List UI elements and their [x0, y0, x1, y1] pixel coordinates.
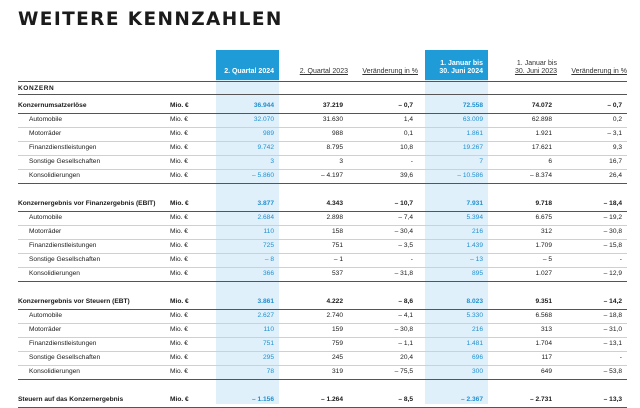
cell-v1: 36.944 [253, 102, 274, 109]
cell-v2: 159 [331, 326, 343, 333]
cell-v1: 3 [270, 158, 274, 165]
cell-v5: 312 [540, 228, 552, 235]
cell-v3: – 4,1 [398, 312, 413, 319]
cell-v4: 7 [479, 158, 483, 165]
row-divider [18, 183, 627, 184]
row-unit: Mio. € [170, 298, 189, 305]
cell-v5: 62.898 [531, 116, 552, 123]
table-row [0, 169, 640, 183]
cell-v4: 19.267 [462, 144, 483, 151]
cell-v1: – 5.860 [252, 172, 274, 179]
row-label: Konzernergebnis vor Finanzergebnis (EBIT) [18, 200, 156, 207]
row-label: Automobile [29, 116, 62, 123]
row-label: Motorräder [29, 326, 62, 333]
cell-v3: – 31,8 [394, 270, 413, 277]
header-h1-2024-label [439, 60, 483, 76]
cell-v3: – 3,5 [398, 242, 413, 249]
cell-v2: 751 [331, 242, 343, 249]
cell-v1: 32.070 [253, 116, 274, 123]
row-unit: Mio. € [170, 214, 188, 221]
table-row [0, 141, 640, 155]
header-change-h-label: Veränderung in % [571, 68, 627, 75]
cell-v3: - [410, 256, 413, 263]
header-q2-2024-label: 2. Quartal 2024 [224, 68, 274, 75]
cell-v6: – 12,9 [603, 270, 622, 277]
row-unit: Mio. € [170, 256, 188, 263]
row-label: Automobile [29, 214, 62, 221]
cell-v3: – 8,5 [398, 396, 413, 403]
cell-v4: 300 [471, 368, 483, 375]
header-q2-2023-label: 2. Quartal 2023 [299, 68, 348, 75]
row-label: Finanzdienstleistungen [29, 340, 97, 347]
table-row [0, 113, 640, 127]
table-row [0, 211, 640, 225]
page-title: WEITERE KENNZAHLEN [18, 9, 283, 30]
cell-v4: 1.861 [466, 130, 483, 137]
row-unit: Mio. € [170, 200, 189, 207]
cell-v5: 1.704 [535, 340, 552, 347]
cell-v5: 9.718 [535, 200, 552, 207]
table-row [0, 323, 640, 337]
cell-v4: 216 [471, 326, 483, 333]
cell-v2: 2.740 [326, 312, 343, 319]
cell-v6: – 3,1 [607, 130, 622, 137]
header-h1-2023-line2: 30. Juni 2023 [514, 68, 557, 75]
cell-v3: – 1,1 [398, 340, 413, 347]
header-change-q [354, 50, 418, 80]
cell-v3: – 8,6 [398, 298, 413, 305]
row-label: Sonstige Gesellschaften [29, 256, 101, 263]
cell-v1: – 8 [264, 256, 274, 263]
cell-v5: – 8.374 [530, 172, 552, 179]
cell-v5: 1.921 [535, 130, 552, 137]
cell-v2: 158 [331, 228, 343, 235]
cell-v5: 6 [548, 158, 552, 165]
cell-v2: – 1.264 [321, 396, 343, 403]
row-unit: Mio. € [170, 102, 189, 109]
row-label: Steuern auf das Konzernergebnis [18, 396, 124, 403]
cell-v5: 74.072 [531, 102, 552, 109]
row-label: Konsolidierungen [29, 172, 80, 179]
section-rule [18, 94, 627, 95]
cell-v3: – 0,7 [398, 102, 413, 109]
cell-v4: 895 [471, 270, 483, 277]
table-row [0, 155, 640, 169]
row-unit: Mio. € [170, 228, 188, 235]
cell-v6: – 13,1 [603, 340, 622, 347]
cell-v2: 988 [331, 130, 343, 137]
cell-v2: 245 [331, 354, 343, 361]
table-row [0, 337, 640, 351]
row-label: Finanzdienstleistungen [29, 242, 97, 249]
cell-v4: – 13 [470, 256, 483, 263]
cell-v5: 6.568 [535, 312, 552, 319]
header-rule [18, 81, 627, 82]
table-row [0, 351, 640, 365]
cell-v2: 4.222 [326, 298, 343, 305]
cell-v6: – 18,4 [603, 200, 622, 207]
cell-v4: – 10.586 [457, 172, 483, 179]
cell-v5: – 5 [542, 256, 552, 263]
cell-v4: 1.439 [466, 242, 483, 249]
cell-v1: 3.861 [257, 298, 274, 305]
row-divider [18, 379, 627, 380]
cell-v4: 5.394 [466, 214, 483, 221]
cell-v2: 319 [331, 368, 343, 375]
table-row [0, 197, 640, 211]
row-unit: Mio. € [170, 340, 188, 347]
cell-v2: 537 [331, 270, 343, 277]
row-unit: Mio. € [170, 130, 188, 137]
row-label: Konzernumsatzerlöse [18, 102, 87, 109]
cell-v4: 63.009 [462, 116, 483, 123]
cell-v6: 9,3 [612, 144, 622, 151]
cell-v2: 3 [339, 158, 343, 165]
cell-v5: – 2.731 [530, 396, 552, 403]
row-label: Sonstige Gesellschaften [29, 354, 101, 361]
row-label: Automobile [29, 312, 62, 319]
header-change-h [563, 50, 627, 80]
header-q2-2023 [285, 50, 348, 80]
cell-v2: 759 [331, 340, 343, 347]
cell-v6: – 0,7 [607, 102, 622, 109]
cell-v4: 8.023 [466, 298, 483, 305]
header-h1-2024-line1: 1. Januar bis [440, 60, 483, 67]
cell-v3: 20,4 [400, 354, 413, 361]
section-label: KONZERN [18, 85, 55, 92]
cell-v2: – 1 [333, 256, 343, 263]
cell-v4: 72.558 [462, 102, 483, 109]
row-label: Konsolidierungen [29, 270, 80, 277]
table-row [0, 253, 640, 267]
table-row [0, 309, 640, 323]
table-row [0, 365, 640, 379]
header-change-q-label: Veränderung in % [362, 68, 418, 75]
table-row [0, 267, 640, 281]
cell-v4: 5.330 [466, 312, 483, 319]
cell-v6: - [619, 256, 622, 263]
cell-v5: 313 [540, 326, 552, 333]
cell-v5: 117 [541, 354, 552, 361]
cell-v3: - [410, 158, 413, 165]
cell-v4: 1.481 [466, 340, 483, 347]
row-label: Motorräder [29, 130, 62, 137]
cell-v6: 16,7 [609, 158, 622, 165]
table-row [0, 393, 640, 407]
table-row [0, 99, 640, 113]
row-unit: Mio. € [170, 144, 188, 151]
row-unit: Mio. € [170, 396, 189, 403]
cell-v2: 8.795 [326, 144, 343, 151]
cell-v2: 4.343 [326, 200, 343, 207]
cell-v6: – 14,2 [603, 298, 622, 305]
row-label: Finanzdienstleistungen [29, 144, 97, 151]
cell-v4: 696 [471, 354, 483, 361]
cell-v6: 0,2 [612, 116, 622, 123]
cell-v3: – 10,7 [394, 200, 413, 207]
cell-v3: 0,1 [403, 130, 413, 137]
cell-v4: – 2.367 [461, 396, 483, 403]
row-label: Sonstige Gesellschaften [29, 158, 101, 165]
row-unit: Mio. € [170, 326, 188, 333]
header-h1-2023-line1: 1. Januar bis [516, 60, 557, 67]
cell-v1: 9.742 [257, 144, 274, 151]
cell-v3: – 7,4 [398, 214, 413, 221]
table-row [0, 127, 640, 141]
cell-v2: 2.898 [326, 214, 343, 221]
cell-v5: 17.621 [531, 144, 552, 151]
cell-v6: – 13,3 [603, 396, 622, 403]
row-label: Konzernergebnis vor Steuern (EBT) [18, 298, 130, 305]
row-unit: Mio. € [170, 242, 188, 249]
row-divider [18, 281, 627, 282]
cell-v3: 1,4 [403, 116, 413, 123]
cell-v1: 725 [262, 242, 274, 249]
cell-v1: 2.627 [257, 312, 274, 319]
cell-v1: 2.684 [257, 214, 274, 221]
cell-v1: 295 [262, 354, 274, 361]
cell-v1: 3.877 [257, 200, 274, 207]
cell-v5: 649 [540, 368, 552, 375]
row-label: Motorräder [29, 228, 62, 235]
row-unit: Mio. € [170, 270, 188, 277]
table-row [0, 239, 640, 253]
row-unit: Mio. € [170, 158, 188, 165]
cell-v6: – 30,8 [603, 228, 622, 235]
cell-v4: 216 [471, 228, 483, 235]
cell-v6: – 18,8 [603, 312, 622, 319]
row-unit: Mio. € [170, 368, 188, 375]
cell-v6: – 19,2 [603, 214, 622, 221]
cell-v2: 37.219 [322, 102, 343, 109]
header-h1-2023-label [515, 60, 557, 76]
cell-v6: 26,4 [609, 172, 622, 179]
cell-v5: 1.027 [535, 270, 552, 277]
cell-v1: 751 [262, 340, 274, 347]
cell-v3: 10,8 [400, 144, 413, 151]
cell-v1: 110 [263, 228, 274, 235]
row-unit: Mio. € [170, 354, 188, 361]
row-unit: Mio. € [170, 172, 188, 179]
cell-v2: – 4.197 [321, 172, 343, 179]
cell-v5: 9.351 [535, 298, 552, 305]
cell-v1: 989 [262, 130, 274, 137]
cell-v6: – 53,8 [603, 368, 622, 375]
header-h1-2024 [425, 50, 488, 80]
table-row [0, 295, 640, 309]
row-label: Konsolidierungen [29, 368, 80, 375]
row-unit: Mio. € [170, 312, 188, 319]
cell-v5: 6.675 [535, 214, 552, 221]
cell-v6: – 15,8 [603, 242, 622, 249]
cell-v3: 39,6 [400, 172, 413, 179]
cell-v5: 1.709 [535, 242, 552, 249]
cell-v1: 110 [263, 326, 274, 333]
table-row [0, 225, 640, 239]
cell-v4: 7.931 [466, 200, 483, 207]
cell-v6: - [619, 354, 622, 361]
row-unit: Mio. € [170, 116, 188, 123]
cell-v1: 366 [262, 270, 274, 277]
cell-v1: – 1.156 [252, 396, 274, 403]
cell-v1: 78 [266, 368, 274, 375]
cell-v3: – 75,5 [394, 368, 413, 375]
header-q2-2024 [216, 50, 279, 80]
cell-v2: 31.630 [322, 116, 343, 123]
cell-v3: – 30,8 [394, 326, 413, 333]
header-h1-2023 [494, 50, 557, 80]
cell-v6: – 31,0 [603, 326, 622, 333]
cell-v3: – 30,4 [394, 228, 413, 235]
header-h1-2024-line2: 30. Juni 2024 [439, 68, 483, 75]
